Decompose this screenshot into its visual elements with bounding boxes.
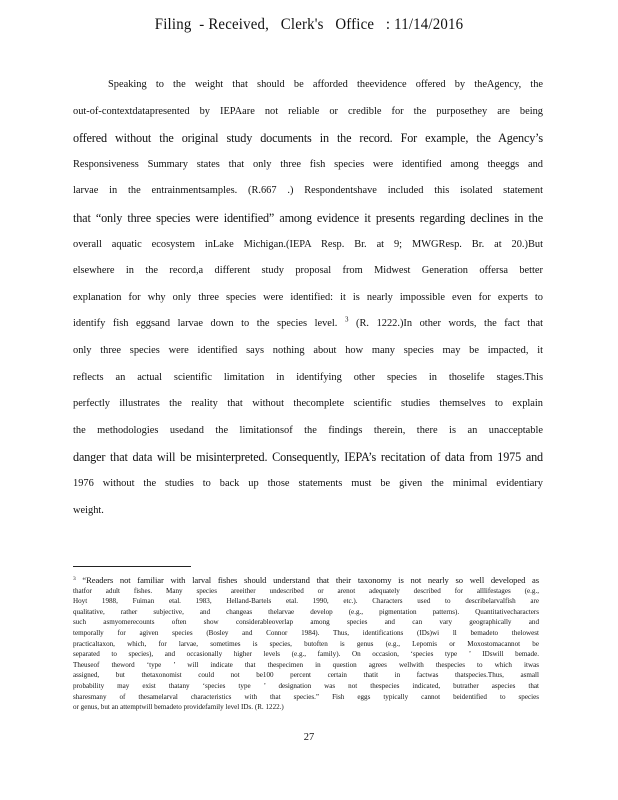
body-line: only three species were identified says nothing about how many species may be impacted, it xyxy=(73,344,543,356)
body-line: Responsiveness Summary states that only three fish species were identified among theeggs and xyxy=(73,158,543,170)
body-line: larvae in the entrainmentsamples. (R.667 .) Respondentshave included this isolated statement xyxy=(73,185,543,197)
footnote-block xyxy=(73,574,539,713)
body-line: the methodologies usedand the limitationsof the findings therein, there is an unacceptable xyxy=(73,424,543,436)
footnote-line-first xyxy=(73,574,539,586)
footnote-line: or genus, but an attemptwill bemadeto providefamily level IDs. (R. 1222.) xyxy=(73,703,284,712)
filing-stamp-header: Filing - Received, Clerk's Office : 11/14/2016 xyxy=(154,16,464,33)
body-line: weight. xyxy=(73,504,104,516)
body-paragraph xyxy=(73,72,543,524)
footnote-line: practicaltaxon, which, for larvae, sometimes is species, butoften is genus (e.g., Lepomis or Moxostomacannot be xyxy=(73,639,539,648)
body-line-head: identify fish eggsand larvae down to the species level. xyxy=(73,318,338,330)
body-line-with-footnote-ref xyxy=(73,311,543,338)
footnote-separator-rule xyxy=(73,566,191,567)
body-line: explanation for why only three species were identified: it is nearly impossible even for experts to xyxy=(73,291,543,303)
body-line: out-of-contextdatapresented by IEPAare not reliable or credible for the purposethey are being xyxy=(73,105,543,117)
body-line: overall aquatic ecosystem inLake Michigan.(IEPA Resp. Br. at 9; MWGResp. Br. at 20.)But xyxy=(73,238,543,250)
body-line: elsewhere in the record,a different study proposal from Midwest Generation offersa better xyxy=(73,265,543,277)
footnote-line: such asmyomerecounts often show considerableoverlap among species and can vary geographically and xyxy=(73,618,539,627)
footnote-line: separated to species), and occasionally higher levels (e.g., family). On occasion, ‘species type ’ IDswill bemade. xyxy=(73,650,539,659)
body-line: that “only three species were identified” among evidence it presents regarding declines in the xyxy=(73,210,543,225)
footnote-line: probability may exist thatany ‘species type ’ designation was not thespecies indicated, butrather aspecies that xyxy=(73,681,539,690)
footnote-line: temporally for agiven species (Bosley and Connor 1984). Thus, identifications (IDs)wi ll bemadeto thelowest xyxy=(73,628,539,637)
footnote-line-text: “Readers not familiar with larval fishes should understand that their taxonomy is not nearly so well developed as xyxy=(82,575,539,585)
body-line: Speaking to the weight that should be afforded theevidence offered by theAgency, the xyxy=(108,79,543,90)
footnote-line: qualitative, rather subjective, and changeas thelarvae develop (e.g., pigmentation patterns). Quantitativecharacters xyxy=(73,607,539,616)
page-number: 27 xyxy=(303,732,315,743)
body-line: offered without the original study documents in the record. For example, the Agency’s xyxy=(73,131,543,146)
body-line: danger that data will be misinterpreted. Consequently, IEPA’s recitation of data from 1975 and xyxy=(73,450,543,465)
footnote-marker: 3 xyxy=(73,576,76,582)
footnote-reference: 3 xyxy=(344,315,349,324)
footnote-line: Hoyt 1988, Fuiman etal. 1983, Helland-Bartels etal. 1990, etc.). Characters used to describelarvalfish are xyxy=(73,597,539,606)
body-line: 1976 without the studies to back up those statements must be given the minimal evidentiary xyxy=(73,477,543,489)
body-line: reflects an actual scientific limitation in identifying other species in thoselife stages.This xyxy=(73,371,543,383)
footnote-line: thatfor adult fishes. Many species areeither undescribed or arenot adequately described for alllifestages (e.g., xyxy=(73,586,539,595)
body-line: perfectly illustrates the reality that without thecomplete scientific studies themselves to explain xyxy=(73,398,543,410)
body-line-tail: (R. 1222.)In other words, the fact that xyxy=(356,318,544,330)
footnote-line: Theuseof theword ‘type ’ will indicate that thespecimen in question agrees wellwith thespecies to which itwas xyxy=(73,660,539,669)
footnote-line: assigned, but thetaxonomist could not be100 percent certain thatit in factwas thatspecies.Thus, asmall xyxy=(73,671,539,680)
footnote-line: sharesmany of thesamelarval characteristics with that species.” Fish eggs typically cannot beidentified to species xyxy=(73,692,539,701)
